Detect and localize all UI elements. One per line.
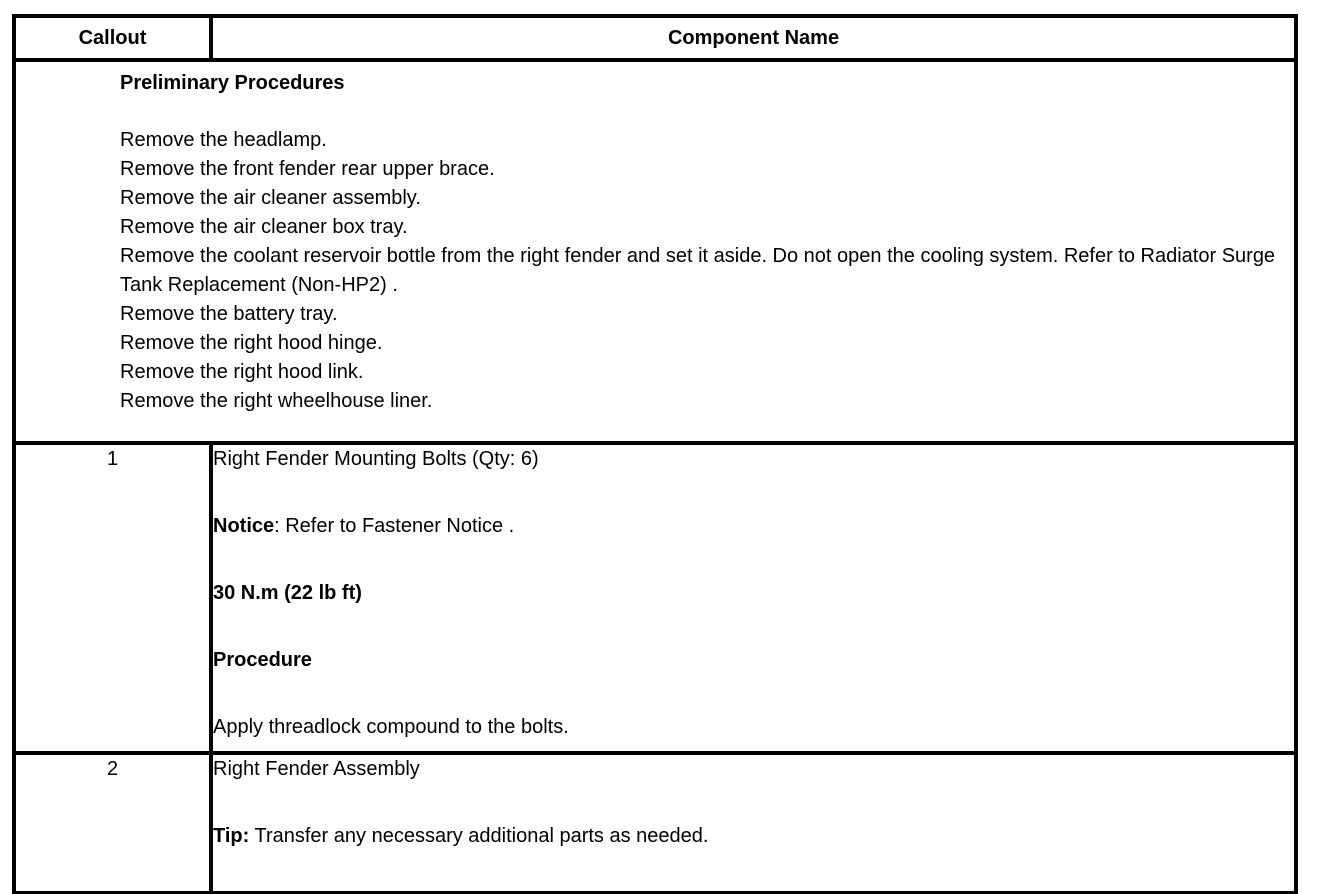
header-cell-component-name: Component Name [211,16,1296,60]
table-header-row [14,16,1296,60]
preliminary-step: Remove the coolant reservoir bottle from the right fender and set it aside. Do not open the cooling system. Refer to Radiator Surge Tank Replacement (Non-HP2) . [120,245,1276,296]
tip-text: Transfer any necessary additional parts as needed. [249,825,709,847]
callout-number-cell: 2 [14,753,211,893]
preliminary-step: Remove the right hood link. [120,361,364,383]
torque-spec: 30 N.m (22 lb ft) [213,582,362,604]
component-name: Right Fender Mounting Bolts (Qty: 6) [213,448,539,470]
preliminary-procedures-cell [14,60,1296,443]
preliminary-step: Remove the right wheelhouse liner. [120,390,433,412]
header-cell-callout: Callout [14,16,211,60]
preliminary-step: Remove the front fender rear upper brace. [120,158,495,180]
procedure-step: Apply threadlock compound to the bolts. [213,716,569,738]
notice-label: Notice [213,515,275,537]
preliminary-procedures-title: Preliminary Procedures [120,72,345,94]
procedure-heading: Procedure [213,649,312,671]
preliminary-step: Remove the headlamp. [120,129,327,151]
preliminary-step: Remove the air cleaner box tray. [120,216,408,238]
component-name: Right Fender Assembly [213,758,420,780]
table-row-callout-1 [14,443,1296,753]
fender-replacement-table [12,14,1298,894]
component-cell [211,753,1296,893]
callout-number-cell: 1 [14,443,211,753]
preliminary-procedures-row [14,60,1296,443]
preliminary-step: Remove the right hood hinge. [120,332,383,354]
tip-label: Tip: [213,825,250,847]
preliminary-step: Remove the battery tray. [120,303,338,325]
notice-paragraph [213,512,1294,541]
component-cell [211,443,1296,753]
notice-text: : Refer to Fastener Notice . [274,515,515,537]
tip-paragraph [213,822,1294,851]
preliminary-step: Remove the air cleaner assembly. [120,187,421,209]
table-row-callout-2 [14,753,1296,893]
